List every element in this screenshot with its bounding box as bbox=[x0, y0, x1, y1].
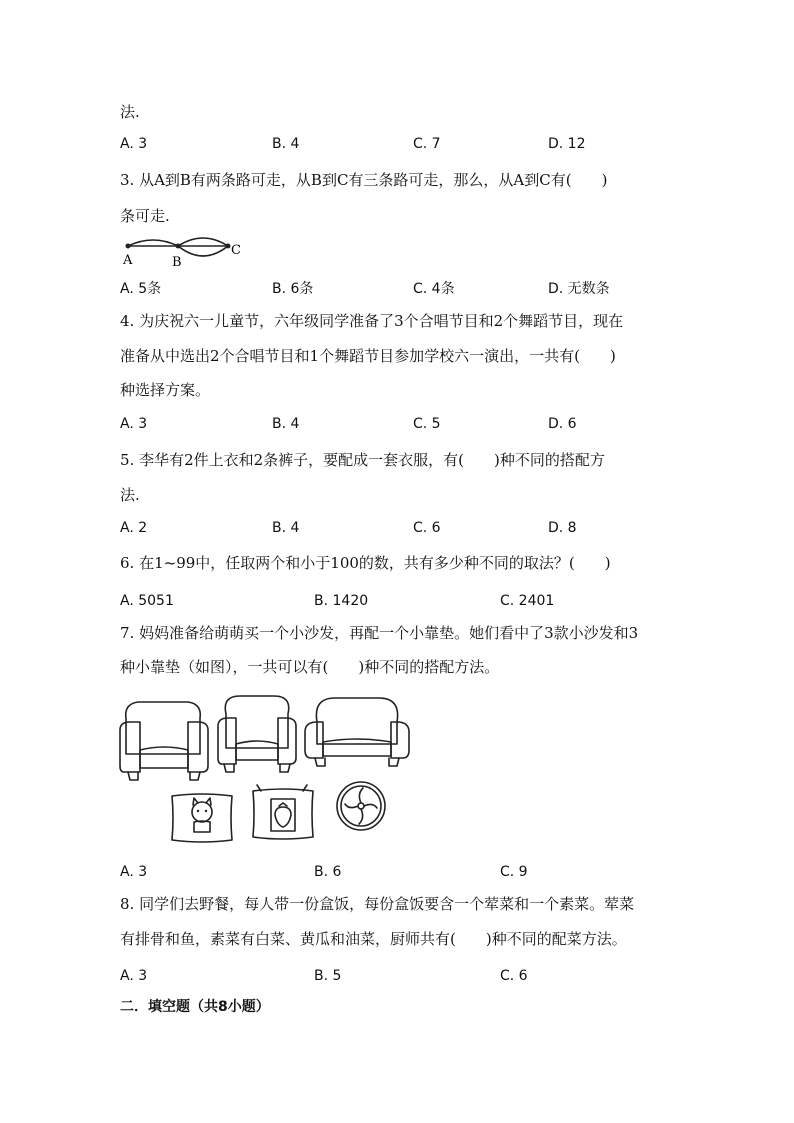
q2-option-b[interactable]: B. 4 bbox=[272, 136, 300, 152]
q7-option-b[interactable]: B. 6 bbox=[314, 864, 342, 880]
q4-option-d[interactable]: D. 6 bbox=[548, 416, 577, 432]
q7-text-line1: 7. 妈妈准备给萌萌买一个小沙发，再配一个小靠垫。她们看中了3款小沙发和3 bbox=[120, 624, 639, 642]
cushion-cat-image bbox=[168, 790, 236, 846]
q2-option-d[interactable]: D. 12 bbox=[548, 136, 586, 152]
q4-text-line1: 4. 为庆祝六一儿童节，六年级同学准备了3个合唱节目和2个舞蹈节目，现在 bbox=[120, 312, 624, 330]
q3-text-line2: 条可走. bbox=[120, 207, 170, 225]
q2-option-c[interactable]: C. 7 bbox=[413, 136, 441, 152]
q4-text-line2: 准备从中选出2个合唱节目和1个舞蹈节目参加学校六一演出，一共有( ) bbox=[120, 347, 616, 365]
sofa-3-image bbox=[303, 692, 411, 774]
q7-text-line2: 种小靠垫（如图），一共可以有( )种不同的搭配方法。 bbox=[120, 658, 500, 676]
section-heading-fill-in: 二．填空题（共8小题） bbox=[120, 999, 270, 1015]
q4-option-c[interactable]: C. 5 bbox=[413, 416, 441, 432]
cushion-strawberry-image bbox=[247, 781, 319, 843]
label-b: B bbox=[172, 255, 182, 270]
point-b bbox=[176, 244, 181, 249]
q5-option-a[interactable]: A. 2 bbox=[120, 520, 148, 536]
point-c bbox=[226, 244, 231, 249]
prev-question-tail: 法. bbox=[120, 103, 140, 121]
q6-option-c[interactable]: C. 2401 bbox=[500, 593, 555, 609]
q3-text-line1: 3. 从A到B有两条路可走，从B到C有三条路可走，那么，从A到C有( ) bbox=[120, 171, 608, 189]
q3-option-a[interactable]: A. 5条 bbox=[120, 281, 162, 297]
q4-option-a[interactable]: A. 3 bbox=[120, 416, 148, 432]
q8-option-c[interactable]: C. 6 bbox=[500, 968, 528, 984]
q3-option-b[interactable]: B. 6条 bbox=[272, 281, 314, 297]
q7-option-c[interactable]: C. 9 bbox=[500, 864, 528, 880]
q4-text-line3: 种选择方案。 bbox=[120, 381, 211, 399]
q6-text-line1: 6. 在1~99中，任取两个和小于100的数，共有多少种不同的取法？( ) bbox=[120, 554, 611, 572]
q8-text-line2: 有排骨和鱼，素菜有白菜、黄瓜和油菜，厨师共有( )种不同的配菜方法。 bbox=[120, 930, 627, 948]
sofa-2-image bbox=[216, 692, 301, 776]
route-a-b-upper bbox=[128, 240, 178, 246]
q8-option-b[interactable]: B. 5 bbox=[314, 968, 342, 984]
cushion-round-image bbox=[333, 778, 389, 834]
label-a: A bbox=[123, 253, 133, 268]
q5-text-line2: 法. bbox=[120, 486, 140, 504]
q4-option-b[interactable]: B. 4 bbox=[272, 416, 300, 432]
route-diagram bbox=[118, 232, 258, 272]
q8-option-a[interactable]: A. 3 bbox=[120, 968, 148, 984]
q3-option-d[interactable]: D. 无数条 bbox=[548, 281, 610, 297]
q5-text-line1: 5. 李华有2件上衣和2条裤子，要配成一套衣服，有( )种不同的搭配方 bbox=[120, 451, 605, 469]
q5-option-d[interactable]: D. 8 bbox=[548, 520, 577, 536]
q6-option-b[interactable]: B. 1420 bbox=[314, 593, 369, 609]
q3-option-c[interactable]: C. 4条 bbox=[413, 281, 455, 297]
q6-option-a[interactable]: A. 5051 bbox=[120, 593, 174, 609]
q2-option-a[interactable]: A. 3 bbox=[120, 136, 148, 152]
route-b-c-upper bbox=[178, 238, 228, 246]
q8-text-line1: 8. 同学们去野餐，每人带一份盒饭，每份盒饭要含一个荤菜和一个素菜。荤菜 bbox=[120, 895, 635, 913]
q5-option-c[interactable]: C. 6 bbox=[413, 520, 441, 536]
label-c: C bbox=[231, 243, 241, 258]
q7-option-a[interactable]: A. 3 bbox=[120, 864, 148, 880]
sofa-1-image bbox=[118, 698, 213, 784]
route-b-c-lower bbox=[178, 246, 228, 256]
q5-option-b[interactable]: B. 4 bbox=[272, 520, 300, 536]
point-a bbox=[126, 244, 131, 249]
